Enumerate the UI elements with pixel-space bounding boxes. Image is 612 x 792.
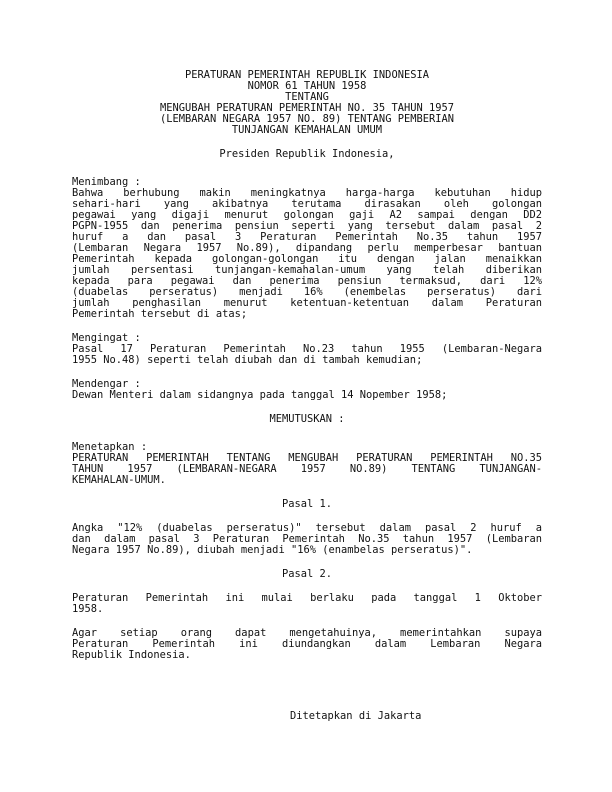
menimbang-line: (Lembaran Negara 1957 No.89), dipandang perlu memperbesar bantuan — [72, 242, 542, 254]
memutuskan-heading: MEMUTUSKAN : — [269, 413, 345, 425]
section-closing — [72, 628, 542, 661]
pasal-1-line: dan dalam pasal 3 Peraturan Pemerintah No.35 tahun 1957 (Lembaran — [72, 533, 542, 545]
menetapkan-line: PERATURAN PEMERINTAH TENTANG MENGUBAH PERATURAN PEMERINTAH NO.35 — [72, 452, 542, 464]
mengingat-label: Mengingat : — [72, 332, 141, 344]
pasal-2-line: 1958. — [72, 603, 104, 615]
document-body — [72, 70, 542, 661]
section-mengingat — [72, 333, 542, 366]
document-title — [72, 70, 542, 136]
title-line-3: TENTANG — [285, 91, 329, 103]
mendengar-line: Dewan Menteri dalam sidangnya pada tanggal 14 Nopember 1958; — [72, 389, 448, 401]
menimbang-line: kepada para pegawai dan penerima pensiun termaksud, dari 12% — [72, 275, 542, 287]
signature-place: Ditetapkan di Jakarta — [290, 710, 422, 722]
menimbang-line: Bahwa berhubung makin meningkatnya harga-harga kebutuhan hidup — [72, 187, 542, 199]
president-line: Presiden Republik Indonesia, — [219, 148, 395, 160]
pasal-1-heading: Pasal 1. — [281, 498, 333, 510]
menetapkan-line: KEMAHALAN-UMUM. — [72, 474, 166, 486]
title-line-6: TUNJANGAN KEMAHALAN UMUM — [231, 124, 383, 136]
section-pasal-2 — [72, 593, 542, 615]
mengingat-line: Pasal 17 Peraturan Pemerintah No.23 tahun 1955 (Lembaran-Negara — [72, 343, 542, 355]
menimbang-line: Pemerintah kepada golongan-golongan itu dengan jalan menaikkan — [72, 253, 542, 265]
closing-line: Agar setiap orang dapat mengetahuinya, memerintahkan supaya — [72, 627, 542, 639]
pasal-1-line: Angka "12% (duabelas perseratus)" tersebut dalam pasal 2 huruf a — [72, 522, 542, 534]
mengingat-line: 1955 No.48) seperti telah diubah dan di tambah kemudian; — [72, 354, 423, 366]
title-line-1: PERATURAN PEMERINTAH REPUBLIK INDONESIA — [185, 69, 429, 81]
closing-line: Peraturan Pemerintah ini diundangkan dalam Lembaran Negara — [72, 638, 542, 650]
pasal-2-heading: Pasal 2. — [281, 568, 333, 580]
menimbang-line: jumlah persentasi tunjangan-kemahalan-umum yang telah diberikan — [72, 264, 542, 276]
section-menimbang — [72, 177, 542, 320]
menimbang-line: PGPN-1955 dan penerima pensiun seperti yang tersebut dalam pasal 2 — [72, 220, 542, 232]
title-line-5: (LEMBARAN NEGARA 1957 NO. 89) TENTANG PEMBERIAN — [159, 113, 455, 125]
section-menetapkan — [72, 442, 542, 486]
menimbang-line: huruf a dan pasal 3 Peraturan Pemerintah No.35 tahun 1957 — [72, 231, 542, 243]
section-mendengar — [72, 379, 542, 401]
menimbang-label: Menimbang : — [72, 176, 141, 188]
menimbang-line: Pemerintah tersebut di atas; — [72, 308, 248, 320]
menetapkan-label: Menetapkan : — [72, 441, 148, 453]
menimbang-line: jumlah penghasilan menurut ketentuan-ketentuan dalam Peraturan — [72, 297, 542, 309]
mendengar-label: Mendengar : — [72, 378, 141, 390]
menimbang-line: pegawai yang digaji menurut golongan gaji A2 sampai dengan DD2 — [72, 209, 542, 221]
title-line-4: MENGUBAH PERATURAN PEMERINTAH NO. 35 TAHUN 1957 — [159, 102, 455, 114]
pasal-2-line: Peraturan Pemerintah ini mulai berlaku pada tanggal 1 Oktober — [72, 592, 542, 604]
section-pasal-1 — [72, 523, 542, 556]
menimbang-line: (duabelas perseratus) menjadi 16% (enembelas perseratus) dari — [72, 286, 542, 298]
title-line-2: NOMOR 61 TAHUN 1958 — [247, 80, 367, 92]
pasal-1-line: Negara 1957 No.89), diubah menjadi "16% (enambelas perseratus)". — [72, 544, 473, 556]
menimbang-line: sehari-hari yang akibatnya terutama dirasakan oleh golongan — [72, 198, 542, 210]
menetapkan-line: TAHUN 1957 (LEMBARAN-NEGARA 1957 NO.89) TENTANG TUNJANGAN- — [72, 463, 542, 475]
closing-line: Republik Indonesia. — [72, 649, 191, 661]
